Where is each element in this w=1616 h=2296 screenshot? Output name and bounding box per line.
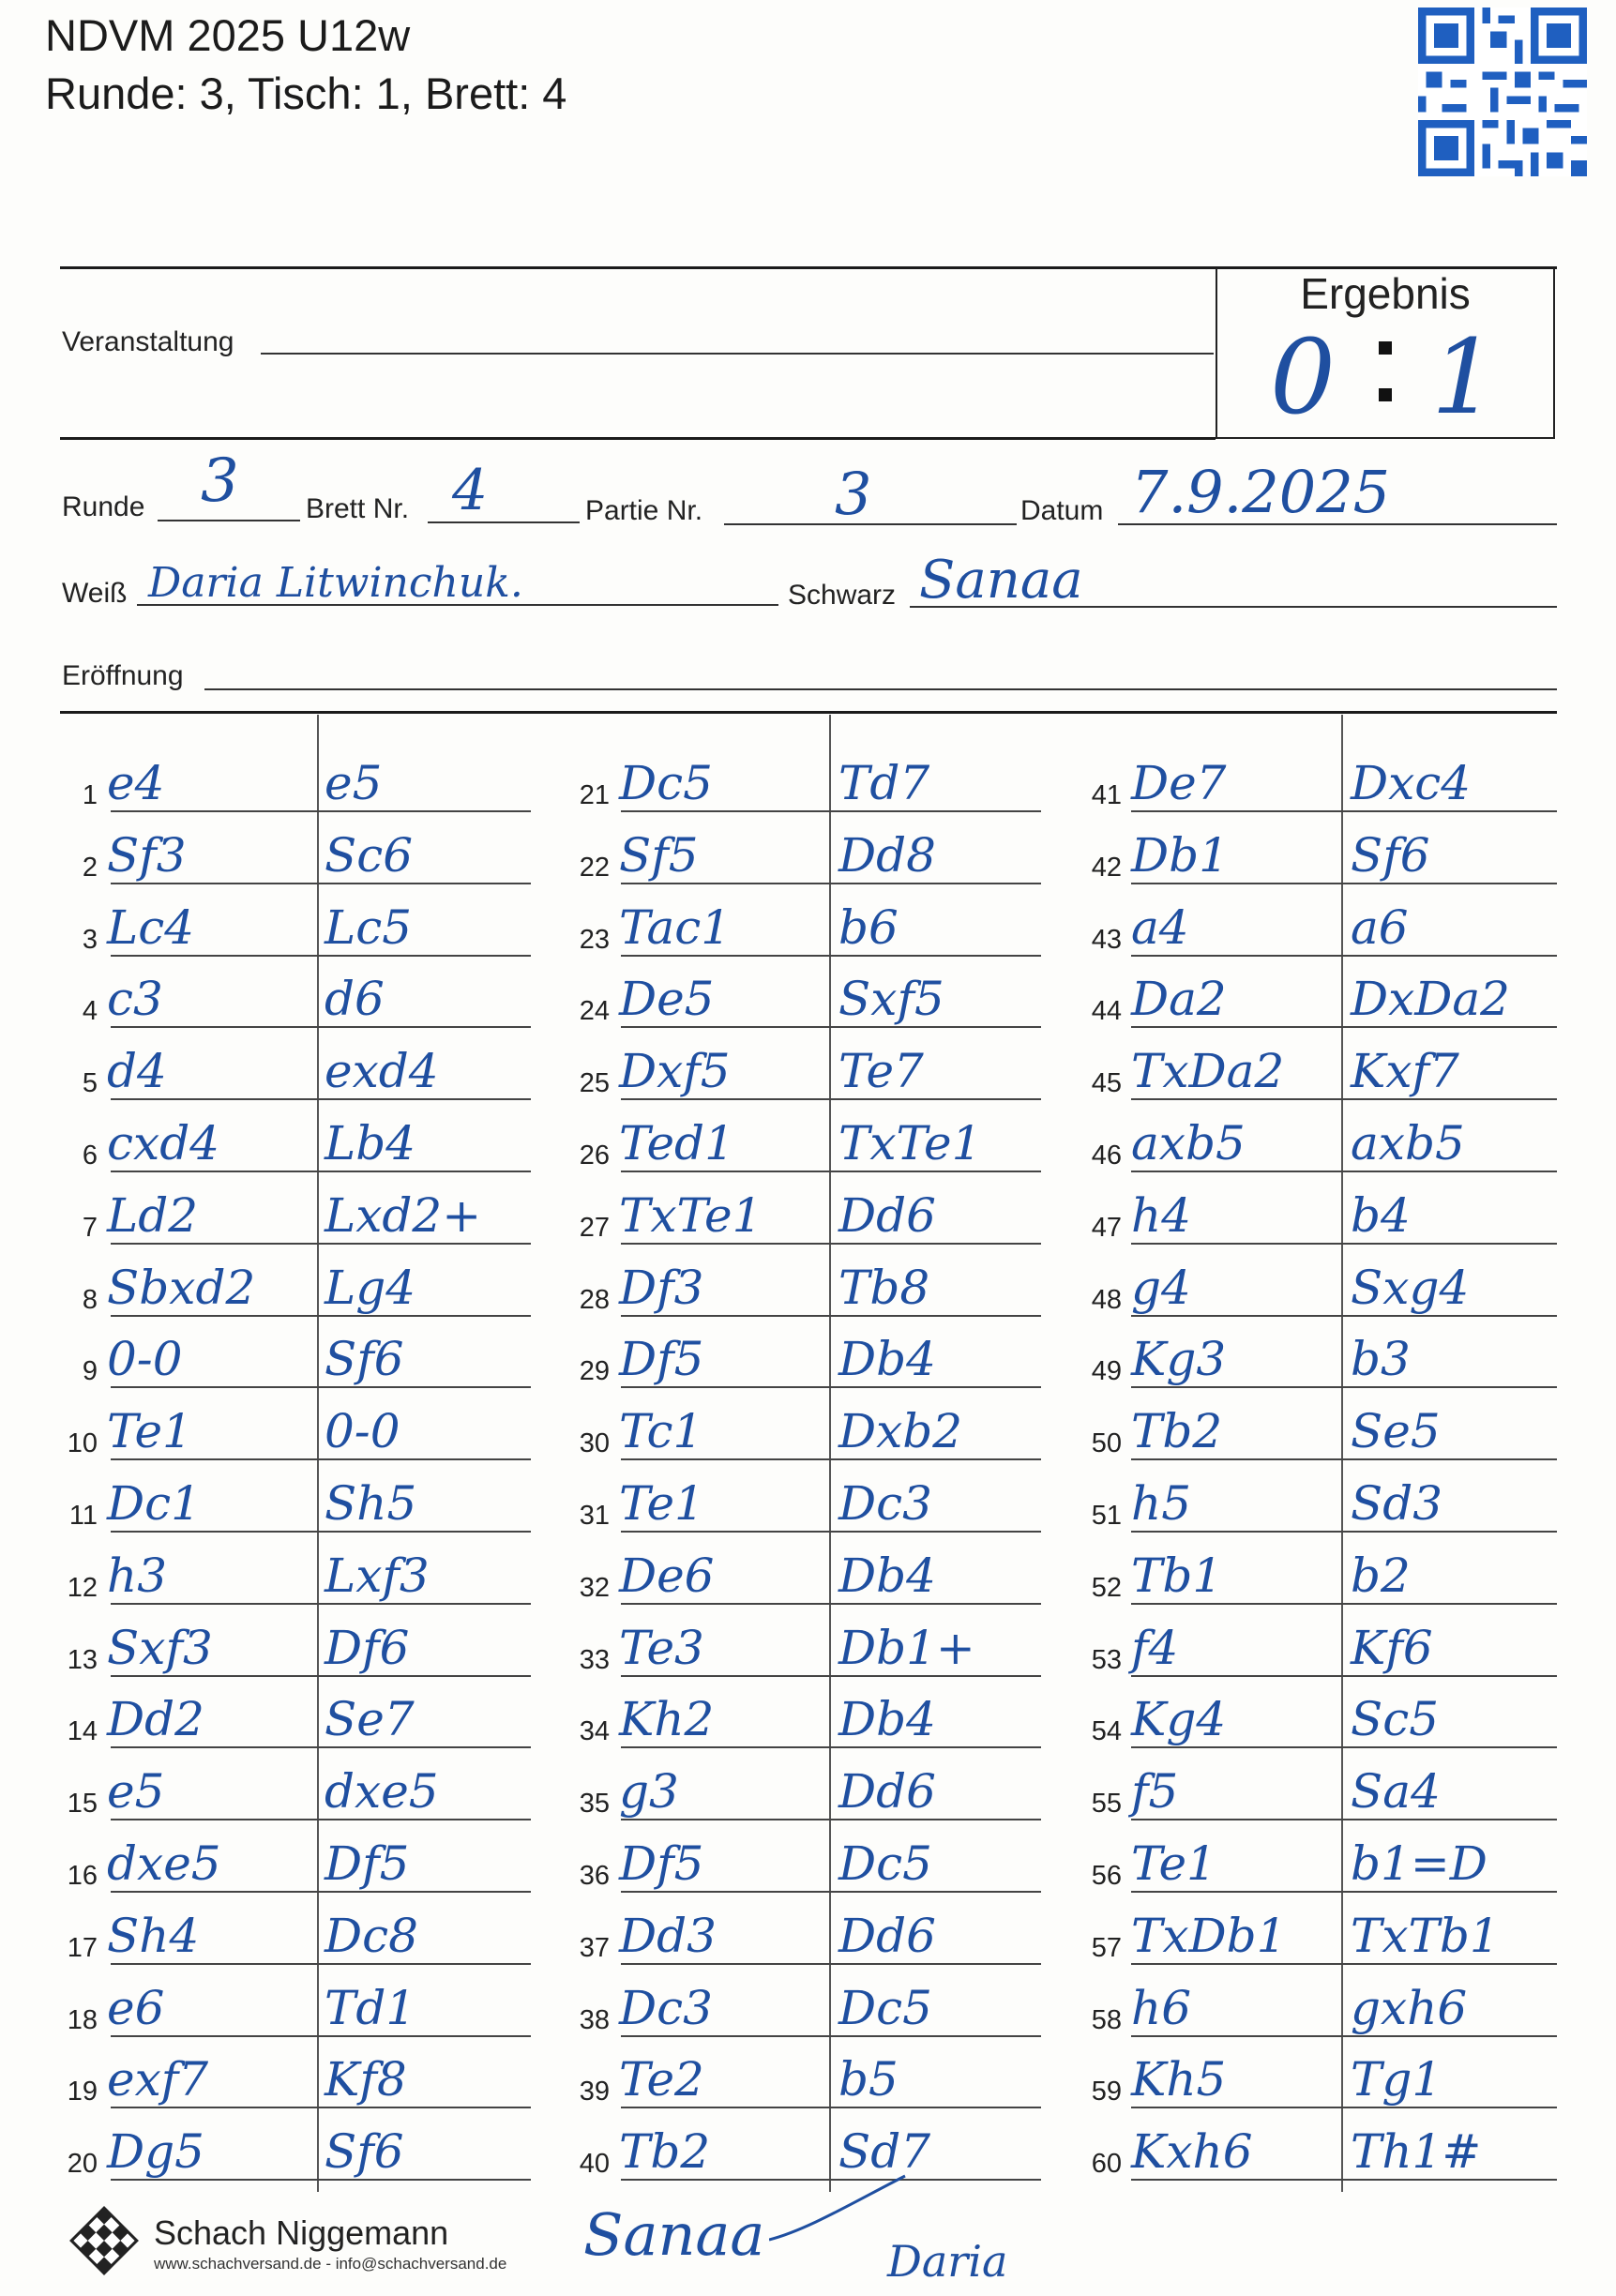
move-row-line: [111, 1315, 531, 1317]
move-number: 23: [579, 924, 610, 955]
move-number: 43: [1091, 924, 1122, 955]
move-row-line: [111, 955, 531, 957]
move-row-line: [621, 2107, 1041, 2108]
black-move: Td1: [325, 1980, 416, 2035]
white-move: h4: [1131, 1187, 1192, 1243]
black-move: a6: [1351, 899, 1409, 955]
black-move: Sa4: [1351, 1764, 1441, 1820]
move-row-line: [621, 810, 1041, 812]
white-move: Ld2: [107, 1187, 199, 1243]
white-move: Te1: [1131, 1836, 1216, 1891]
move-number: 14: [67, 1716, 98, 1747]
black-move: d6: [325, 972, 385, 1027]
result-black: 1: [1431, 317, 1497, 437]
black-move: Lxf3: [325, 1548, 430, 1603]
move-row-line: [1131, 2035, 1557, 2037]
move-row-line: [1131, 1458, 1557, 1460]
move-row-line: [111, 1243, 531, 1245]
white-move: Kg4: [1131, 1692, 1227, 1747]
move-number: 38: [579, 2004, 610, 2035]
black-move: Db4: [838, 1692, 936, 1747]
move-number: 58: [1091, 2004, 1122, 2035]
white-move: Kh5: [1131, 2052, 1227, 2107]
move-number: 10: [67, 1428, 98, 1459]
black-move: Db1+: [838, 1620, 975, 1675]
board-label: Brett Nr.: [306, 493, 410, 524]
move-row-line: [621, 1386, 1041, 1388]
black-move: b3: [1351, 1332, 1411, 1387]
white-move: Dg5: [107, 2124, 204, 2180]
move-number: 51: [1091, 1501, 1122, 1531]
white-move: Dc1: [107, 1476, 201, 1531]
move-row-line: [111, 1675, 531, 1677]
black-move: e5: [325, 756, 383, 810]
black-move: Sd3: [1351, 1476, 1443, 1531]
move-number: 8: [82, 1284, 98, 1315]
white-move: Kh2: [619, 1692, 715, 1747]
chess-board-logo-icon: [66, 2202, 143, 2279]
black-move: Sf6: [1351, 827, 1430, 883]
white-move: TxTe1: [619, 1187, 763, 1243]
move-row-line: [111, 1819, 531, 1820]
white-signature: Daria: [887, 2236, 1008, 2287]
move-row-line: [1131, 1026, 1557, 1028]
black-move: exd4: [325, 1044, 439, 1099]
move-number: 15: [67, 1789, 98, 1820]
black-move: Dd6: [838, 1764, 936, 1820]
move-row-line: [621, 1098, 1041, 1100]
move-number: 54: [1091, 1716, 1122, 1747]
move-row-line: [111, 1458, 531, 1460]
move-number: 29: [579, 1356, 610, 1387]
move-number: 21: [579, 780, 610, 810]
white-move: Te2: [619, 2052, 704, 2107]
board-field-line: [428, 521, 580, 523]
white-move: h5: [1131, 1476, 1192, 1531]
white-move: d4: [107, 1044, 167, 1099]
move-row-line: [111, 2107, 531, 2108]
move-row-line: [111, 1026, 531, 1028]
black-move: axb5: [1351, 1116, 1465, 1171]
black-move: Df5: [325, 1836, 410, 1891]
move-row-line: [621, 1243, 1041, 1245]
black-move: Tg1: [1351, 2052, 1442, 2107]
move-number: 60: [1091, 2149, 1122, 2180]
event-field-line: [261, 353, 1214, 355]
move-number: 30: [579, 1428, 610, 1459]
move-number: 26: [579, 1140, 610, 1171]
move-number: 32: [579, 1572, 610, 1603]
black-move: Dd6: [838, 1908, 936, 1963]
white-move: f5: [1131, 1764, 1179, 1820]
white-move: Df3: [619, 1260, 704, 1315]
white-move: cxd4: [107, 1116, 220, 1171]
black-move: Sxf5: [838, 972, 944, 1027]
move-row-line: [111, 810, 531, 812]
event-header: NDVM 2025 U12w: [45, 10, 411, 60]
move-row-line: [1131, 1675, 1557, 1677]
black-move: Se5: [1351, 1404, 1441, 1459]
move-number: 52: [1091, 1572, 1122, 1603]
move-number: 49: [1091, 1356, 1122, 1387]
black-move: Lb4: [325, 1116, 416, 1171]
white-move: Tb1: [1131, 1548, 1223, 1603]
move-row-line: [1131, 1531, 1557, 1533]
move-row-line: [111, 2179, 531, 2181]
white-move: 0-0: [107, 1332, 183, 1387]
move-number: 20: [67, 2149, 98, 2180]
move-row-line: [111, 1386, 531, 1388]
brand-contact: www.schachversand.de - info@schachversand.de: [154, 2255, 507, 2273]
round-field-line: [158, 520, 300, 521]
black-move: Db4: [838, 1548, 936, 1603]
black-move: Td7: [838, 756, 930, 810]
move-number: 50: [1091, 1428, 1122, 1459]
move-row-line: [621, 1531, 1041, 1533]
move-row-line: [621, 1603, 1041, 1605]
move-number: 18: [67, 2004, 98, 2035]
white-move: Df5: [619, 1332, 704, 1387]
move-number: 59: [1091, 2077, 1122, 2107]
move-number: 28: [579, 1284, 610, 1315]
white-move: Sf3: [107, 827, 187, 883]
opening-label: Eröffnung: [62, 660, 184, 691]
move-number: 53: [1091, 1644, 1122, 1675]
black-move: 0-0: [325, 1404, 400, 1459]
black-move: Sf6: [325, 1332, 404, 1387]
move-number: 45: [1091, 1068, 1122, 1099]
black-move: Lg4: [325, 1260, 416, 1315]
move-row-line: [621, 955, 1041, 957]
move-number: 12: [67, 1572, 98, 1603]
move-number: 7: [82, 1212, 98, 1243]
white-move: Te1: [619, 1476, 704, 1531]
move-row-line: [1131, 1746, 1557, 1748]
white-move: c3: [107, 972, 163, 1027]
game-value: 3: [835, 460, 872, 528]
move-number: 41: [1091, 780, 1122, 810]
move-row-line: [111, 1963, 531, 1965]
move-row-line: [621, 1746, 1041, 1748]
move-row-line: [111, 1603, 531, 1605]
black-move: TxTb1: [1351, 1908, 1500, 1963]
move-column-divider: [1341, 715, 1343, 2192]
move-row-line: [1131, 883, 1557, 884]
white-player-name: Daria Litwinchuk.: [148, 559, 523, 607]
white-move: TxDa2: [1131, 1044, 1285, 1099]
date-value: 7.9.2025: [1131, 458, 1391, 526]
white-label: Weiß: [62, 578, 128, 609]
move-number: 19: [67, 2077, 98, 2107]
white-move: e6: [107, 1980, 165, 2035]
black-move: Dxc4: [1351, 756, 1472, 810]
move-row-line: [111, 1531, 531, 1533]
black-move: b2: [1351, 1548, 1411, 1603]
black-move: Kf8: [325, 2052, 407, 2107]
board-value: 4: [452, 458, 489, 523]
black-move: Lc5: [325, 899, 413, 955]
black-move: Sc6: [325, 827, 414, 883]
move-number: 22: [579, 852, 610, 883]
move-row-line: [621, 1026, 1041, 1028]
move-row-line: [621, 883, 1041, 884]
date-label: Datum: [1020, 495, 1104, 526]
move-number: 33: [579, 1644, 610, 1675]
move-row-line: [621, 1819, 1041, 1820]
move-number: 9: [82, 1356, 98, 1387]
white-move: Sh4: [107, 1908, 200, 1963]
move-number: 17: [67, 1932, 98, 1963]
move-row-line: [621, 1675, 1041, 1677]
black-move: Dc5: [838, 1836, 932, 1891]
white-move: Kxh6: [1131, 2124, 1253, 2180]
black-move: Db4: [838, 1332, 936, 1387]
black-move: b4: [1351, 1187, 1411, 1243]
white-move: Te1: [107, 1404, 192, 1459]
black-move: Dxb2: [838, 1404, 963, 1459]
white-move: Tb2: [619, 2124, 711, 2180]
black-move: Kf6: [1351, 1620, 1433, 1675]
black-move: Lxd2+: [325, 1187, 482, 1243]
white-move: Sxf3: [107, 1620, 213, 1675]
white-move: f4: [1131, 1620, 1179, 1675]
white-move: Dd2: [107, 1692, 204, 1747]
board-header: Runde: 3, Tisch: 1, Brett: 4: [45, 68, 567, 118]
move-row-line: [621, 1171, 1041, 1172]
round-label: Runde: [62, 491, 145, 522]
move-number: 2: [82, 852, 98, 883]
move-row-line: [1131, 1891, 1557, 1893]
move-row-line: [1131, 1963, 1557, 1965]
black-move: Sf6: [325, 2124, 404, 2180]
move-row-line: [621, 1963, 1041, 1965]
move-number: 37: [579, 1932, 610, 1963]
move-number: 24: [579, 996, 610, 1027]
black-move: Se7: [325, 1692, 415, 1747]
move-row-line: [621, 1458, 1041, 1460]
white-move: Dc5: [619, 756, 713, 810]
white-move: axb5: [1131, 1116, 1246, 1171]
move-number: 40: [579, 2149, 610, 2180]
white-move: Tac1: [619, 899, 732, 955]
white-move: Sbxd2: [107, 1260, 256, 1315]
move-row-line: [621, 2035, 1041, 2037]
move-row-line: [1131, 810, 1557, 812]
black-move: b1=D: [1351, 1836, 1488, 1891]
white-move: h3: [107, 1548, 168, 1603]
move-number: 3: [82, 924, 98, 955]
black-move: Dc8: [325, 1908, 418, 1963]
white-move: TxDb1: [1131, 1908, 1287, 1963]
white-move: e5: [107, 1764, 165, 1820]
move-number: 47: [1091, 1212, 1122, 1243]
move-number: 35: [579, 1789, 610, 1820]
move-row-line: [111, 2035, 531, 2037]
move-number: 42: [1091, 852, 1122, 883]
black-move: gxh6: [1351, 1980, 1468, 2035]
white-move: Te3: [619, 1620, 704, 1675]
black-move: Tb8: [838, 1260, 930, 1315]
white-move: h6: [1131, 1980, 1192, 2035]
move-row-line: [111, 1891, 531, 1893]
move-number: 31: [579, 1501, 610, 1531]
black-move: TxTe1: [838, 1116, 982, 1171]
white-move: e4: [107, 756, 165, 810]
black-move: Dd6: [838, 1187, 936, 1243]
white-move: Kg3: [1131, 1332, 1227, 1387]
black-move: Sh5: [325, 1476, 417, 1531]
result-colon-top: [1379, 341, 1392, 355]
black-move: b5: [838, 2052, 899, 2107]
move-number: 13: [67, 1644, 98, 1675]
move-number: 44: [1091, 996, 1122, 1027]
move-row-line: [111, 1746, 531, 1748]
black-move: Kxf7: [1351, 1044, 1459, 1099]
move-number: 36: [579, 1861, 610, 1891]
black-move: dxe5: [325, 1764, 439, 1820]
result-box: [1216, 268, 1555, 439]
white-move: Dd3: [619, 1908, 717, 1963]
white-move: De7: [1131, 756, 1227, 810]
game-label: Partie Nr.: [585, 495, 703, 526]
move-column-divider: [829, 715, 831, 2192]
move-number: 27: [579, 1212, 610, 1243]
move-row-line: [1131, 1819, 1557, 1820]
move-row-line: [1131, 1603, 1557, 1605]
move-row-line: [111, 883, 531, 884]
move-number: 5: [82, 1068, 98, 1099]
move-number: 25: [579, 1068, 610, 1099]
move-row-line: [621, 1891, 1041, 1893]
white-move: Ted1: [619, 1116, 734, 1171]
white-move: dxe5: [107, 1836, 221, 1891]
move-row-line: [1131, 1315, 1557, 1317]
white-move: De5: [619, 972, 715, 1027]
move-row-line: [111, 1171, 531, 1172]
white-move: Df5: [619, 1836, 704, 1891]
move-row-line: [1131, 1243, 1557, 1245]
move-number: 34: [579, 1716, 610, 1747]
move-row-line: [1131, 1386, 1557, 1388]
move-number: 55: [1091, 1789, 1122, 1820]
move-number: 1: [82, 780, 98, 810]
move-number: 11: [68, 1501, 98, 1531]
white-move: De6: [619, 1548, 715, 1603]
white-move: Lc4: [107, 899, 195, 955]
round-value: 3: [201, 446, 239, 516]
white-move: Dxf5: [619, 1044, 731, 1099]
move-row-line: [111, 1098, 531, 1100]
move-row-line: [1131, 1171, 1557, 1172]
move-number: 56: [1091, 1861, 1122, 1891]
brand-name: Schach Niggemann: [154, 2213, 449, 2252]
black-move: Sd7: [838, 2124, 931, 2180]
black-move: Dc5: [838, 1980, 932, 2035]
white-move: g4: [1131, 1260, 1191, 1315]
black-move: Dc3: [838, 1476, 932, 1531]
move-number: 6: [82, 1140, 98, 1171]
result-label: Ergebnis: [1300, 269, 1471, 318]
white-move: Dc3: [619, 1980, 713, 2035]
opening-field-line: [204, 688, 1557, 690]
white-move: Db1: [1131, 827, 1229, 883]
black-move: Dd8: [838, 827, 936, 883]
white-move: Sf5: [619, 827, 699, 883]
move-number: 16: [67, 1861, 98, 1891]
black-move: Te7: [838, 1044, 924, 1099]
result-colon-bottom: [1379, 388, 1392, 401]
form-rule-2: [60, 437, 1216, 440]
result-white: 0: [1270, 317, 1336, 437]
move-number: 57: [1091, 1932, 1122, 1963]
white-move: Tb2: [1131, 1404, 1223, 1459]
move-row-line: [1131, 2179, 1557, 2181]
move-column-divider: [317, 715, 319, 2192]
move-number: 4: [82, 996, 98, 1027]
black-move: Sxg4: [1351, 1260, 1470, 1315]
move-row-line: [1131, 1098, 1557, 1100]
black-move: Th1#: [1351, 2124, 1482, 2180]
move-row-line: [1131, 955, 1557, 957]
white-move: Da2: [1131, 972, 1227, 1027]
move-row-line: [1131, 2107, 1557, 2108]
black-move: Df6: [325, 1620, 410, 1675]
move-number: 48: [1091, 1284, 1122, 1315]
black-move: Sc5: [1351, 1692, 1440, 1747]
moves-top-rule: [60, 711, 1557, 714]
black-move: DxDa2: [1351, 972, 1510, 1027]
black-signature: Sanaa: [583, 2200, 765, 2269]
black-player-name: Sanaa: [919, 550, 1083, 611]
black-move: b6: [838, 899, 899, 955]
black-label: Schwarz: [788, 580, 897, 611]
white-move: exf7: [107, 2052, 209, 2107]
white-move: g3: [619, 1764, 679, 1820]
qr-code-icon: [1418, 8, 1587, 176]
move-number: 46: [1091, 1140, 1122, 1171]
white-move: a4: [1131, 899, 1189, 955]
white-move: Tc1: [619, 1404, 703, 1459]
event-label: Veranstaltung: [62, 326, 234, 357]
move-row-line: [621, 1315, 1041, 1317]
move-number: 39: [579, 2077, 610, 2107]
